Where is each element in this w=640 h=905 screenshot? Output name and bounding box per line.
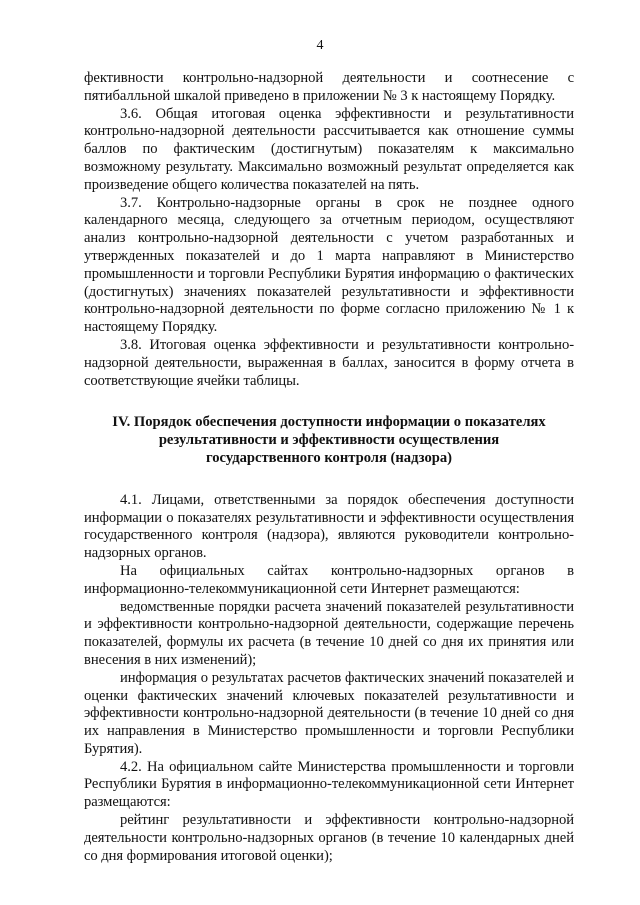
paragraph-official-sites: На официальных сайтах контрольно-надзорных органов в информационно-телекоммуникационной сети Интернет размещаются: — [84, 562, 574, 597]
document-body — [84, 70, 574, 865]
section-4-heading-line-1: IV. Порядок обеспечения доступности информации о показателях — [112, 414, 546, 431]
paragraph-3-6: 3.6. Общая итоговая оценка эффективности и результативности контрольно-надзорной деятельности рассчитывается как отношение суммы баллов по фактическим (достигнутым) показателям к максимально возможному результату. Максимально возможный результат определяется как произведение общего количества показателей на пять. — [84, 105, 574, 193]
paragraph-4-1: 4.1. Лицами, ответственными за порядок обеспечения доступности информации о показателях результативности и эффективности осуществления государственного контроля (надзора), являются руководители контрольно-надзорных органов. — [84, 491, 574, 562]
section-4-heading — [84, 414, 574, 467]
paragraph-3-8: 3.8. Итоговая оценка эффективности и результативности контрольно-надзорной деятельности, выраженная в баллах, заносится в форму отчета в соответствующие ячейки таблицы. — [84, 336, 574, 389]
paragraph-departmental-procedures: ведомственные порядки расчета значений показателей результативности и эффективности контрольно-надзорной деятельности, содержащие перечень показателей, формулы их расчета (в течение 10 дней со дня их принятия или внесения в них изменений); — [84, 598, 574, 668]
paragraph-4-2: 4.2. На официальном сайте Министерства промышленности и торговли Республики Бурятия в информационно-телекоммуникационной сети Интернет размещаются: — [84, 758, 574, 811]
paragraph-calculation-results: информация о результатах расчетов фактических значений показателей и оценки фактических значений ключевых показателей результативности и эффективности контрольно-надзорной деятельности (в течение 10 дней со дня их направления в Министерство промышленности и торговли Республики Бурятия). — [84, 669, 574, 757]
paragraph-continuation: фективности контрольно-надзорной деятельности и соотнесение с пятибалльной шкалой приведено в приложении № 3 к настоящему Порядку. — [84, 70, 574, 104]
paragraph-3-7: 3.7. Контрольно-надзорные органы в срок не позднее одного календарного месяца, следующего за отчетным периодом, осуществляют анализ контрольно-надзорной деятельности с учетом разработанных и утвержденных показателей и до 1 марта направляют в Министерство промышленности и торговли Республики Бурятия информацию о фактических (достигнутых) значениях показателей результативности и эффективности контрольно-надзорной деятельности по форме согласно приложению № 1 к настоящему Порядку. — [84, 194, 574, 336]
section-4-heading-line-2: результативности и эффективности осуществления — [158, 432, 500, 449]
section-4-heading-line-3: государственного контроля (надзора) — [205, 449, 453, 466]
page-number: 4 — [316, 38, 324, 53]
paragraph-rating: рейтинг результативности и эффективности контрольно-надзорной деятельности контрольно-надзорных органов (в течение 10 календарных дней со дня формирования итоговой оценки); — [84, 812, 574, 864]
